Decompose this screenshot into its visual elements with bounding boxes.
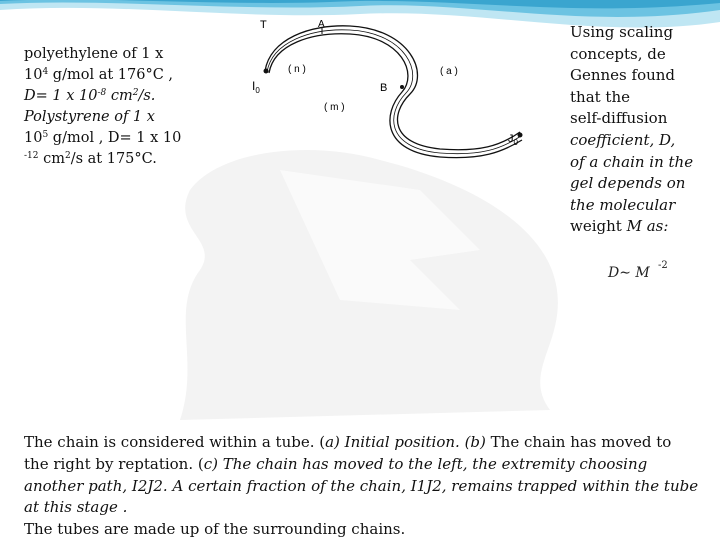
right-line-5: self-diffusion (570, 109, 668, 128)
right-line-3: Gennes found (570, 66, 676, 85)
label-J0: $J_0$ (508, 133, 518, 147)
background-decorative-shape (160, 130, 580, 430)
label-m: ( m ) (324, 102, 345, 113)
label-a: ( a ) (440, 66, 458, 77)
chain-end-I0 (264, 69, 269, 74)
polymer-data-text (24, 44, 214, 170)
caption-line-4: at this stage . (24, 498, 128, 517)
label-A: A (318, 19, 325, 30)
left-line-2: $10^4$ g/mol at 176°C , (24, 67, 174, 83)
left-line-4: Polystyrene of 1 x (24, 109, 155, 125)
left-line-1: polyethylene of 1 x (24, 46, 164, 62)
formula-text: D∼ M (608, 265, 650, 281)
formula-exponent: -2 (658, 260, 668, 271)
de-gennes-text (570, 22, 710, 238)
label-n: ( n ) (288, 64, 306, 75)
right-line-10: weight M as: (570, 217, 669, 236)
right-line-7: of a chain in the (570, 152, 694, 171)
tube-inner-wall (269, 34, 522, 158)
right-line-9: the molecular (570, 195, 676, 214)
caption-line-3: another path, I2J2. A certain fraction of the chain, I1J2, remains trapped within the tube (24, 476, 699, 495)
left-line-5: $10^5$ g/mol , D= 1 x 10 (24, 130, 182, 146)
right-line-1: Using scaling (570, 23, 674, 41)
label-I0: $I_0$ (252, 79, 260, 95)
right-line-2: concepts, de (570, 44, 666, 63)
caption-line-2: the right by reptation. (c) The chain has moved to the left, the extremity choosing (24, 454, 648, 473)
label-T: T (260, 19, 267, 31)
caption-line-5: The tubes are made up of the surrounding chains. (24, 520, 406, 539)
point-B (400, 85, 404, 89)
left-line-3: D= 1 x $10^{-8}$ $cm^2/s$. (24, 88, 156, 104)
right-line-6: coefficient, D, (570, 130, 676, 149)
caption-line-1: The chain is considered within a tube. (a) Initial position. (b) The chain has moved to (24, 433, 672, 451)
label-B: B (380, 82, 388, 94)
right-line-4: that the (570, 87, 630, 106)
chain-end-J0 (518, 133, 523, 138)
reptation-tube-diagram (240, 14, 540, 164)
caption-text (24, 432, 704, 541)
left-line-6: $^{-12}$ $cm^2/s$ at 175°C. (24, 151, 157, 167)
diffusion-formula (600, 258, 670, 288)
right-line-8: gel depends on (570, 174, 686, 193)
